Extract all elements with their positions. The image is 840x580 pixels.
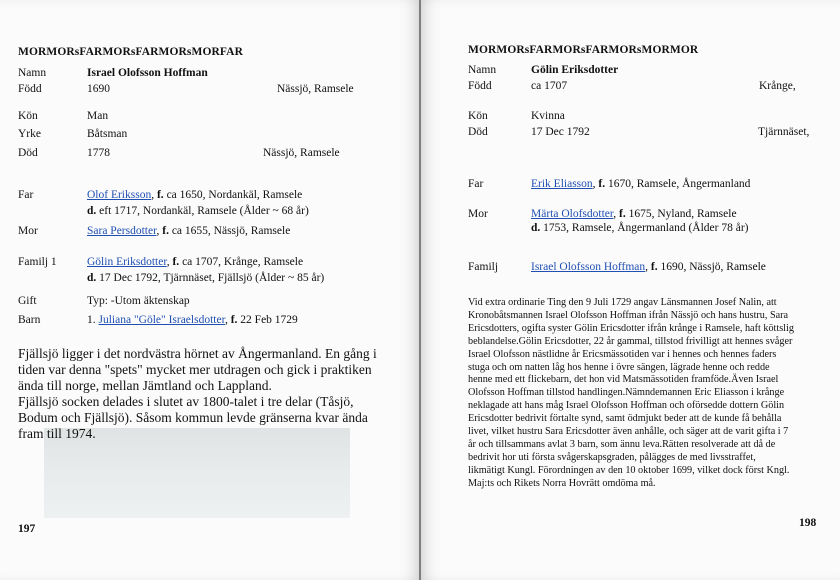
court-record-text: Vid extra ordinarie Ting den 9 Juli 1729 angav Länsmannen Josef Nalin, att Kronobåtsmannen Israel Olofsson Hoffman ifrån Nässjö och hans hustru, Sara Ericsdotters, ogifta syster Gölin Ericsdotter ifrån krånge i Ramsele, haft köttslig beblandelse.Gölin Ericsdotter, 22 år gammal, tillstod frivilligt att hennes svåger Israel Olofsson nästlidne år Ericsmässotiden var i hennes och hennes faders stuga och om natten låg hos henne i övre sängen, lägrade henne och redde henne med ett flickebarn, det hon vid Matsmässotiden framföde.Även Israel Olofsson Hoffman tillstod handlingen.Nämndemannen Eric Eliasson i krånge neklagade att hans måg Israel Olofsson Hoffman och oförsedde dottern Gölin Ericsdotter bedrivit förtalte synd, samt ödmjukt beder att de kunde få behålla livet, vilket hustru Sara Ericsdotter även anhålle, och säger att de varit gifta i 7 år och tillsammans avlat 3 barn, som ännu leva.Rätten resolverade att då de bedrivit hor uti första svågerskapsgraden, pålägges de med livsstraffet, likmätigt Kungl. Förordningen av den 10 oktober 1699, vilket dock först Kngl. Maj:ts och Rikets Norra Hovrätt omdöma må. (468, 297, 794, 489)
mother-entry: Sara Persdotter, f. ca 1655, Nässjö, Ramsele (87, 225, 291, 237)
history-paragraph: Fjällsjö ligger i det nordvästra hörnet av Ångermanland. En gång i tiden var denna "spets" mycket mer utdragen och gick i praktiken ända till norge, mellan Jämtland och Lappland. Fjällsjö socken delades i slutet av 1800-talet i tre delar (Tåsjö, Bodum och Fjällsjö). Såsom kommun levde gränserna kvar ända fram till 1974. (18, 346, 377, 441)
gender: Man (87, 110, 109, 122)
spouse-entry: Israel Olofsson Hoffman, f. 1690, Nässjö, Ramsele (531, 261, 766, 273)
marriage-type: Typ: -Utom äktenskap (87, 295, 190, 307)
father-entry: Erik Eliasson, f. 1670, Ramsele, Ångermanland (531, 178, 751, 190)
person-name: Gölin Eriksdotter (531, 64, 619, 76)
label-gift: Gift (18, 295, 37, 307)
occupation: Båtsman (87, 128, 128, 140)
label-kon: Kön (18, 110, 38, 122)
death-place: Tjärnnäset, (758, 126, 810, 138)
mother-link[interactable]: Märta Olofsdotter (531, 208, 614, 220)
person-name: Israel Olofsson Hoffman (87, 67, 208, 79)
label-yrke: Yrke (18, 128, 41, 140)
father-entry: Olof Eriksson, f. ca 1650, Nordankäl, Ramsele (87, 189, 303, 201)
right-header: MORMORsFARMORsFARMORsMORMOR (468, 44, 699, 56)
label-barn: Barn (18, 314, 41, 326)
label-mor: Mor (468, 208, 488, 220)
child-entry: 1. Juliana "Göle" Israelsdotter, f. 22 Feb 1729 (87, 314, 298, 326)
label-familj: Familj 1 (18, 256, 57, 268)
birth-place: Nässjö, Ramsele (277, 83, 354, 95)
father-death: d. eft 1717, Nordankäl, Ramsele (Ålder ~ 68 år) (87, 205, 309, 217)
label-familj: Familj (468, 261, 499, 273)
label-dod: Död (468, 126, 488, 138)
spouse-death: d. 17 Dec 1792, Tjärnnäset, Fjällsjö (Ålder ~ 85 år) (87, 272, 325, 284)
birth-date: ca 1707 (531, 80, 568, 92)
birth-place: Krånge, (759, 80, 796, 92)
left-page (0, 0, 419, 580)
mother-entry: Märta Olofsdotter, f. 1675, Nyland, Ramsele (531, 208, 737, 220)
spouse-link[interactable]: Israel Olofsson Hoffman (531, 261, 646, 273)
father-link[interactable]: Olof Eriksson (87, 189, 152, 201)
label-far: Far (18, 189, 34, 201)
mother-link[interactable]: Sara Persdotter (87, 225, 157, 237)
father-link[interactable]: Erik Eliasson (531, 178, 593, 190)
label-namn: Namn (18, 67, 47, 79)
label-fodd: Född (468, 80, 492, 92)
birth-date: 1690 (87, 83, 110, 95)
page-number-right: 198 (799, 517, 817, 529)
label-kon: Kön (468, 110, 488, 122)
death-date: 1778 (87, 147, 110, 159)
label-mor: Mor (18, 225, 38, 237)
spouse-entry: Gölin Eriksdotter, f. ca 1707, Krånge, Ramsele (87, 256, 304, 268)
mother-death: d. 1753, Ramsele, Ångermanland (Ålder 78 år) (531, 222, 749, 234)
death-date: 17 Dec 1792 (531, 126, 590, 138)
label-far: Far (468, 178, 484, 190)
spouse-link[interactable]: Gölin Eriksdotter (87, 256, 167, 268)
left-header: MORMORsFARMORsFARMORsMORFAR (18, 46, 243, 58)
gender: Kvinna (531, 110, 565, 122)
right-page (421, 0, 840, 580)
death-place: Nässjö, Ramsele (263, 147, 340, 159)
label-namn: Namn (468, 64, 497, 76)
page-number-left: 197 (18, 523, 36, 535)
child-link[interactable]: Juliana "Göle" Israelsdotter (98, 314, 225, 326)
label-dod: Död (18, 147, 38, 159)
label-fodd: Född (18, 83, 42, 95)
